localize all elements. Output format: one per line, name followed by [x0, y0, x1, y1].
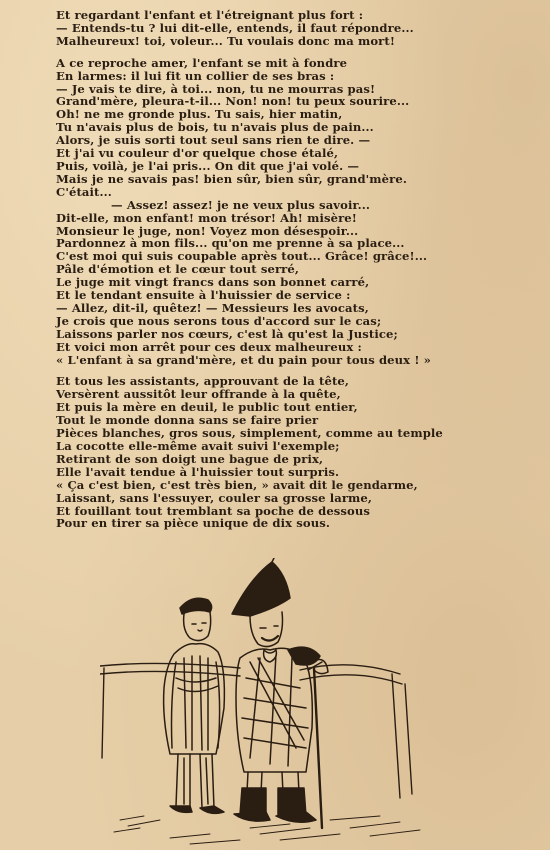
poem-line: C'est moi qui suis coupable après tout... Grâce! grâce!...	[56, 249, 428, 264]
poem-line: Alors, je suis sorti tout seul sans rien te dire. —	[56, 133, 371, 148]
poem-line: Elle l'avait tendue à l'huissier tout surpris.	[56, 464, 340, 479]
boy-and-gendarme-illustration	[100, 558, 430, 848]
poem-line: — Je vais te dire, à toi... non, tu ne mourras pas!	[56, 81, 376, 96]
poem-line: « L'enfant à sa grand'mère, et du pain pour tous deux ! »	[56, 352, 432, 367]
poem-line: Et fouillant tout tremblant sa poche de dessous	[56, 503, 371, 518]
poem-line: Et regardant l'enfant et l'étreignant plus fort :	[56, 8, 364, 22]
poem-line: Pâle d'émotion et le cœur tout serré,	[56, 262, 300, 277]
poem-line: — Entends-tu ? lui dit-elle, entends, il faut répondre...	[56, 20, 414, 35]
poem-line: Pour en tirer sa pièce unique de dix sous.	[56, 516, 331, 531]
poem-line: Pardonnez à mon fils... qu'on me prenne à sa place...	[56, 236, 405, 251]
poem-line: — Allez, dit-il, quêtez! — Messieurs les avocats,	[56, 300, 369, 315]
poem-line: Laissant, sans l'essuyer, couler sa grosse larme,	[56, 490, 373, 505]
stanza-1	[56, 9, 541, 48]
poem-line: Et tous les assistants, approuvant de la tête,	[56, 374, 350, 389]
bench-drawing	[100, 663, 412, 798]
poem-line: Versèrent aussitôt leur offrande à la quête,	[56, 387, 341, 402]
poem-line: Et le tendant ensuite à l'huissier de service :	[56, 288, 351, 303]
poem-line: A ce reproche amer, l'enfant se mit à fondre	[56, 55, 348, 70]
poem-line: Dit-elle, mon enfant! mon trésor! Ah! misère!	[56, 210, 357, 225]
poem-line: Tu n'avais plus de bois, tu n'avais plus de pain...	[56, 120, 374, 135]
poem-line: Oh! ne me gronde plus. Tu sais, hier matin,	[56, 107, 343, 122]
boy-figure	[164, 598, 225, 813]
poem-line: Et puis la mère en deuil, le public tout entier,	[56, 400, 358, 415]
poem-line: Retirant de son doigt une bague de prix,	[56, 451, 324, 466]
gendarme-figure	[232, 558, 328, 828]
stanza-3	[56, 375, 541, 530]
poem-line: Mais je ne savais pas! bien sûr, bien sûr, grand'mère.	[56, 171, 407, 186]
poem-line: Tout le monde donna sans se faire prier	[56, 413, 319, 428]
poem-line: « Ça c'est bien, c'est très bien, » avait dit le gendarme,	[56, 477, 418, 492]
poem-line: C'était...	[56, 184, 112, 199]
poem-line: En larmes: il lui fit un collier de ses bras :	[56, 68, 335, 83]
poem-line: Puis, voilà, je l'ai pris... On dit que j'ai volé. —	[56, 158, 360, 173]
poem-line: Le juge mit vingt francs dans son bonnet carré,	[56, 275, 370, 290]
poem-line: Laissons parler nos cœurs, c'est là qu'est la Justice;	[56, 326, 398, 341]
poem-text	[56, 9, 541, 530]
poem-line: Malheureux! toi, voleur... Tu voulais donc ma mort!	[56, 33, 396, 48]
poem-line: Je crois que nous serons tous d'accord sur le cas;	[56, 313, 382, 328]
stanza-2	[56, 57, 541, 367]
poem-line: Grand'mère, pleura-t-il... Non! non! tu peux sourire...	[56, 94, 410, 109]
poem-line: Pièces blanches, gros sous, simplement, comme au temple	[56, 426, 443, 441]
poem-line: Et voici mon arrêt pour ces deux malheureux :	[56, 339, 362, 354]
poem-line: Et j'ai vu couleur d'or quelque chose étalé,	[56, 146, 339, 161]
poem-line: Monsieur le juge, non! Voyez mon désespoir...	[56, 223, 359, 238]
poem-line: La cocotte elle-même avait suivi l'exemple;	[56, 439, 340, 453]
poem-line-indented: — Assez! assez! je ne veux plus savoir...	[111, 197, 371, 212]
